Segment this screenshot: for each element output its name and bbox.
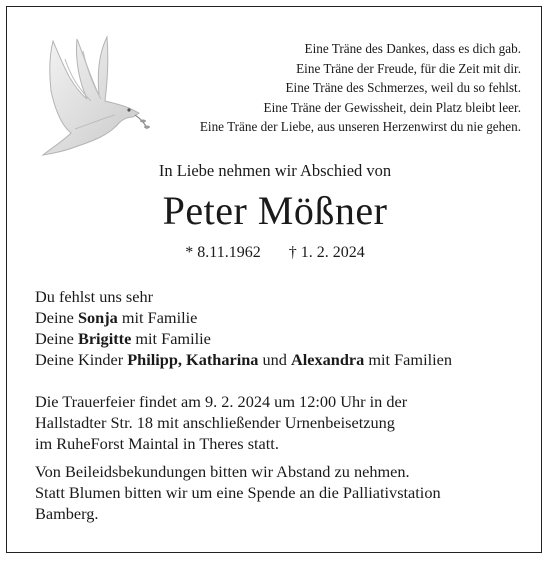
poem-line: Eine Träne der Liebe, aus unseren Herzenwirst du nie gehen. [199, 119, 521, 135]
farewell-intro: In Liebe nehmen wir Abschied von [158, 161, 392, 180]
family-list [35, 307, 452, 370]
poem-line: Eine Träne des Schmerzes, weil du so fehlst. [285, 80, 521, 96]
children-names: Philipp, Katharina [127, 350, 259, 369]
deceased-name: Peter Mößner [162, 188, 388, 233]
dove-icon [35, 29, 155, 159]
funeral-line: Hallstadter Str. 18 mit anschließender Urnenbeisetzung [35, 413, 395, 432]
poem [200, 39, 521, 137]
family-name: Alexandra [291, 350, 365, 369]
death-date: † 1. 2. 2024 [288, 244, 365, 261]
donation-line: Bamberg. [35, 504, 99, 523]
family-line [35, 328, 452, 349]
conjunction: und [258, 350, 291, 369]
miss-line: Du fehlst uns sehr [35, 287, 154, 306]
donation-line: Statt Blumen bitten wir um eine Spende an die Palliativstation [35, 483, 441, 502]
obituary-card [6, 6, 542, 553]
family-suffix: mit Familie [131, 329, 211, 348]
family-line [35, 349, 452, 370]
funeral-line: im RuheForst Maintal in Theres statt. [35, 434, 279, 453]
poem-line: Eine Träne der Gewissheit, dein Platz bleibt leer. [263, 99, 521, 115]
family-line [35, 307, 452, 328]
birth-date: * 8.11.1962 [185, 244, 261, 261]
donation-line: Von Beileidsbekundungen bitten wir Abstand zu nehmen. [35, 462, 410, 481]
donation-info [35, 461, 441, 524]
poem-line: Eine Träne des Dankes, dass es dich gab. [304, 41, 521, 56]
funeral-info [35, 391, 407, 454]
family-prefix: Deine [35, 308, 78, 327]
family-suffix: mit Familie [117, 308, 198, 327]
family-name: Sonja [77, 308, 118, 327]
family-suffix: mit Familien [364, 350, 452, 369]
family-name: Brigitte [77, 329, 132, 348]
family-prefix: Deine [35, 329, 78, 348]
poem-line: Eine Träne der Freude, für die Zeit mit dir. [296, 60, 521, 76]
funeral-line: Die Trauerfeier findet am 9. 2. 2024 um 12:00 Uhr in der [35, 392, 408, 411]
life-dates [7, 244, 543, 262]
family-prefix: Deine Kinder [35, 350, 128, 369]
